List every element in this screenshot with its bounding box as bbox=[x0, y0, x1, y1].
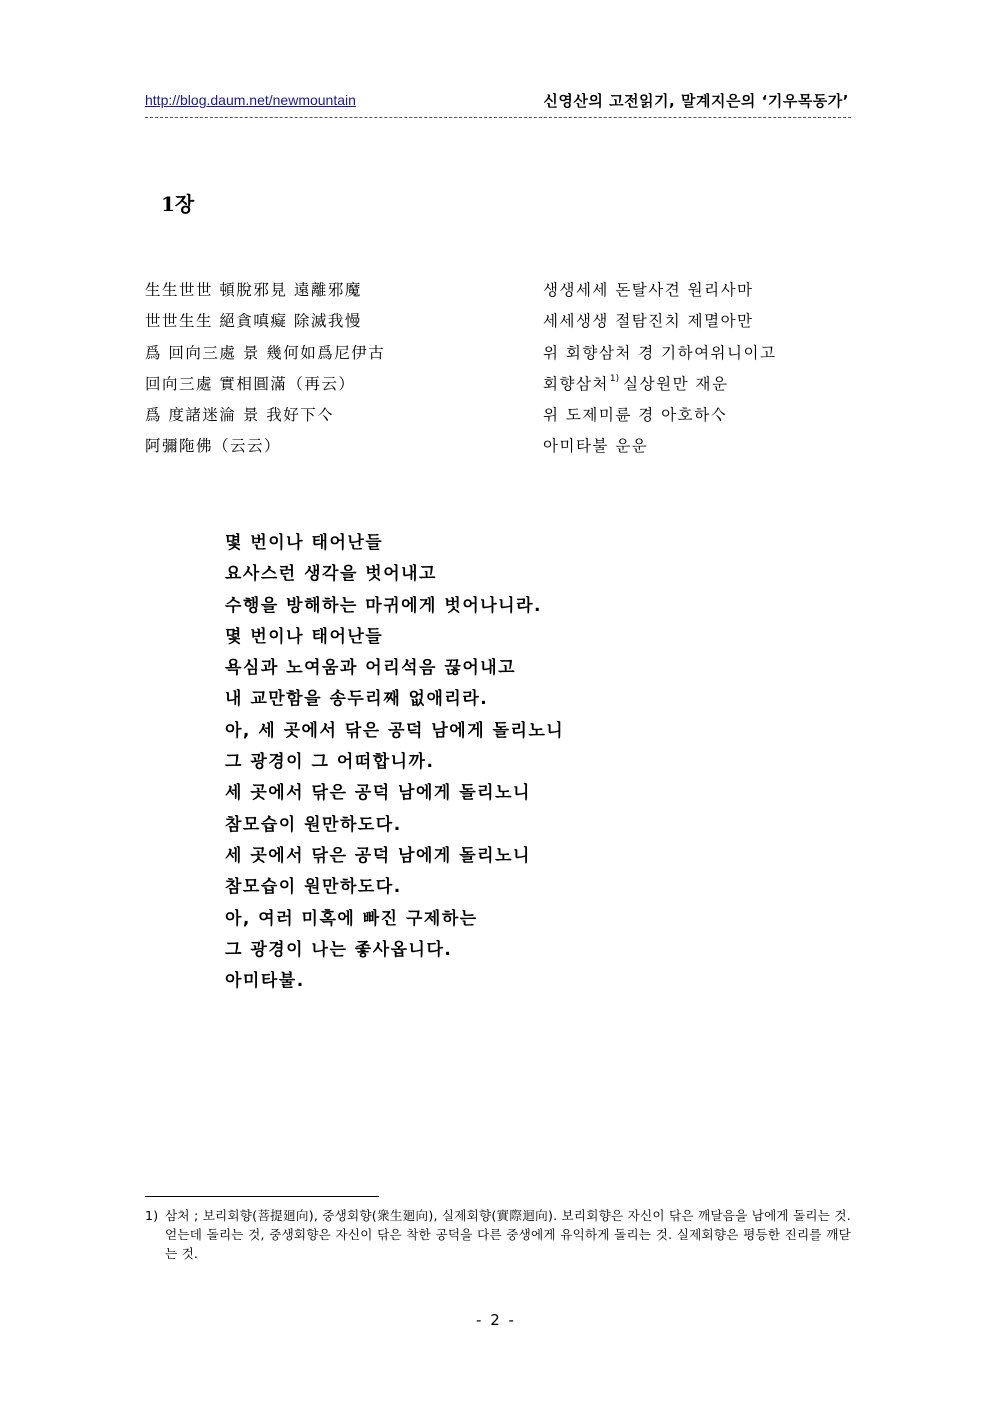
verse-hangul-part: 실상원만 재운 bbox=[623, 374, 729, 393]
translation-line: 내 교만함을 송두리째 없애리라. bbox=[225, 689, 489, 710]
translation-line: 욕심과 노여움과 어리석음 끊어내고 bbox=[225, 658, 517, 679]
footnote-text: 삼처 ; 보리회향(菩提廻向), 중생회향(衆生廻向), 실제회향(實際迴向). 보리회향은 자신이 닦은 깨달음을 남에게 돌리는 것. 얻는데 돌리는 것, 중생회향은 자신이 닦은 착한 공덕을 다른 중생에게 유익하게 돌리는 것. 실제회향은 평등한 진리를 깨닫는 것. bbox=[165, 1208, 851, 1261]
page-number: - 2 - bbox=[476, 1311, 516, 1329]
verse-hanja: 阿彌陁佛（云云） bbox=[145, 437, 282, 456]
verse-row bbox=[145, 434, 845, 465]
translation-block bbox=[225, 528, 564, 997]
verse-row bbox=[145, 341, 845, 372]
verse-hanja: 爲 度諸迷淪 景 我好下亽 bbox=[145, 406, 335, 425]
translation-line: 아, 여러 미혹에 빠진 구제하는 bbox=[225, 908, 478, 929]
verse-hangul-part: 회향삼처 bbox=[543, 374, 609, 393]
translation-line: 몇 번이나 태어난들 bbox=[225, 533, 384, 553]
footnote bbox=[145, 1206, 851, 1263]
verse-row bbox=[145, 278, 845, 309]
translation-line: 요사스런 생각을 벗어내고 bbox=[225, 564, 437, 585]
verse-row bbox=[145, 309, 845, 340]
chapter-title: 1장 bbox=[161, 192, 195, 216]
verse-row bbox=[145, 372, 845, 403]
footnote-marker[interactable]: 1) bbox=[609, 373, 620, 384]
verse-hanja: 生生世世 頓脫邪見 遠離邪魔 bbox=[145, 281, 362, 299]
translation-line: 참모습이 원만하도다. bbox=[225, 877, 402, 898]
verse-hangul-with-footnote bbox=[543, 372, 728, 394]
translation-line: 몇 번이나 태어난들 bbox=[225, 626, 384, 647]
verse-hangul: 아미타불 운운 bbox=[543, 437, 649, 456]
footnote-divider bbox=[145, 1196, 379, 1197]
blog-url-link[interactable]: http://blog.daum.net/newmountain bbox=[145, 92, 356, 108]
verse-row bbox=[145, 403, 845, 434]
verse-hanja: 回向三處 實相圓滿（再云） bbox=[145, 374, 356, 393]
footnote-number: 1) bbox=[145, 1208, 159, 1223]
verse-hangul: 위 도제미륜 경 아호하亽 bbox=[543, 406, 728, 425]
translation-line: 참모습이 원만하도다. bbox=[225, 814, 402, 835]
translation-line: 그 광경이 그 어떠합니까. bbox=[225, 752, 435, 773]
verse-hanja: 爲 回向三處 景 幾何如爲尼伊古 bbox=[145, 343, 386, 362]
translation-line: 세 곳에서 닦은 공덕 남에게 돌리노니 bbox=[225, 783, 531, 804]
verse-hangul: 생생세세 돈탈사견 원리사마 bbox=[543, 281, 754, 299]
verse-block bbox=[145, 278, 845, 466]
translation-line: 그 광경이 나는 좋사옵니다. bbox=[225, 939, 453, 960]
verse-hanja: 世世生生 絕貪嗔癡 除滅我慢 bbox=[145, 312, 362, 331]
header-divider bbox=[145, 117, 851, 118]
page-header bbox=[145, 92, 851, 122]
translation-line: 아, 세 곳에서 닦은 공덕 남에게 돌리노니 bbox=[225, 720, 565, 741]
verse-hangul: 위 회향삼처 경 기하여위니이고 bbox=[543, 343, 777, 362]
translation-line: 아미타불. bbox=[225, 971, 305, 992]
header-title: 신영산의 고전읽기, 말계지은의 ‘기우목동가’ bbox=[543, 92, 849, 110]
translation-line: 수행을 방해하는 마귀에게 벗어나니라. bbox=[225, 595, 542, 616]
translation-line: 세 곳에서 닦은 공덕 남에게 돌리노니 bbox=[225, 845, 531, 866]
verse-hangul: 세세생생 절탐진치 제멸아만 bbox=[543, 312, 754, 331]
